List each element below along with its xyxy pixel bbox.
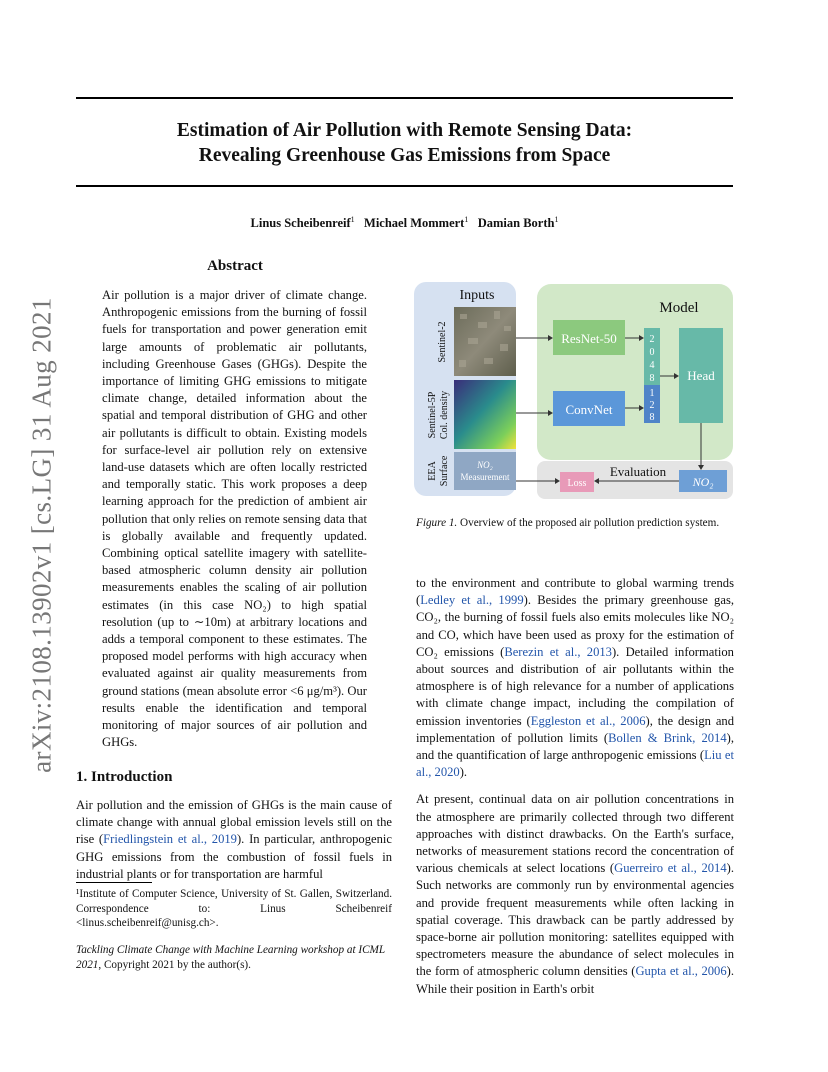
footnote — [76, 887, 392, 931]
title-top-rule — [76, 97, 733, 99]
text-run: ). Such networks are commonly run by environmental agencies and provide frequent measurements while often lacking in spatial coverage. This drawback can be partly addressed by space-borne air pollution monitoring: satellites equipped with spectrometers measure the abundance of select molecules in the form of atmospheric column densities ( — [416, 861, 734, 979]
section-heading-introduction: 1. Introduction — [76, 769, 173, 785]
feature-digit: 2 — [649, 400, 655, 411]
convnet-label: ConvNet — [565, 402, 613, 417]
abstract-heading: Abstract — [207, 258, 263, 274]
citation-link[interactable]: Ledley et al., 1999 — [420, 593, 524, 608]
feature-digit: 8 — [649, 373, 655, 384]
eea-label-1: EEA — [427, 461, 438, 481]
sentinel2-label: Sentinel-2 — [437, 321, 448, 363]
arxiv-stamp-text: arXiv:2108.13902v1 [cs.LG] 31 Aug 2021 — [26, 297, 57, 773]
caption-text: Overview of the proposed air pollution prediction system. — [457, 517, 720, 529]
no2-output-label: NO₂ — [692, 475, 714, 489]
head-label: Head — [687, 368, 715, 383]
sentinel5p-label-1: Sentinel-5P — [427, 391, 438, 439]
title-bottom-rule — [76, 185, 733, 187]
text-run: ), the design and implementation of pollution limits ( — [416, 713, 734, 745]
figure-diagram — [412, 280, 734, 505]
sentinel5p-image — [454, 380, 516, 449]
author-affiliation: 1 — [554, 215, 559, 224]
text-run: ). Besides the primary greenhouse gas, CO₂, the burning of fossil fuels also emits molecules like NO₂ and CO, which have been used as proxy for the estimation of CO₂ emissions ( — [416, 593, 734, 659]
footnote-text: ¹Institute of Computer Science, University of St. Gallen, Switzerland. Correspondence to: Linus Scheibenreif <linus.scheibenreif@unisg.ch>. — [76, 888, 392, 929]
introduction-paragraph — [76, 797, 392, 883]
paper-title — [76, 118, 733, 168]
model-label: Model — [659, 300, 699, 316]
text-run: ). — [459, 765, 468, 780]
citation-link[interactable]: Berezin et al., 2013 — [504, 644, 612, 659]
text-run: Air pollution and the emission of GHGs is the main cause of climate change with annual global emission levels still on the rise ( — [76, 798, 392, 847]
author-name: Michael Mommert — [364, 216, 465, 231]
citation-link[interactable]: Guerreiro et al., 2014 — [614, 861, 727, 876]
feature-digit: 1 — [649, 388, 655, 399]
citation-link[interactable]: Friedlingstein et al., 2019 — [103, 832, 237, 847]
workshop-rest: , Copyright 2021 by the author(s). — [98, 958, 251, 971]
citation-link[interactable]: Eggleston et al., 2006 — [530, 713, 646, 728]
title-line-1: Estimation of Air Pollution with Remote Sensing Data: — [176, 120, 633, 141]
text-run: At present, continual data on air pollution concentrations in the atmosphere are primarily collected through two different approaches with distinct drawbacks. On the Earth's surface, networks of measurement stations record the concentration of various chemicals at select locations ( — [416, 792, 734, 876]
citation-link[interactable]: Liu et al., 2020 — [416, 748, 734, 780]
eea-label-2: Surface — [439, 455, 450, 487]
footnote-rule — [76, 882, 152, 883]
citation-link[interactable]: Gupta et al., 2006 — [635, 964, 727, 979]
author-name: Damian Borth — [477, 216, 555, 231]
author-name: Linus Scheibenreif — [250, 216, 351, 231]
text-run: ), and the quantification of large anthropogenic emissions ( — [416, 730, 734, 763]
figure-1 — [412, 280, 734, 505]
sentinel5p-label-2: Col. density — [439, 390, 450, 440]
right-paragraph-2 — [416, 791, 734, 997]
resnet-label: ResNet-50 — [561, 331, 617, 346]
inputs-label: Inputs — [459, 288, 495, 303]
figure-caption — [416, 517, 736, 529]
no2-measurement-label-1: NO₂ — [477, 460, 493, 470]
no2-measurement-box — [454, 452, 516, 490]
citation-link[interactable]: Bollen & Brink, 2014 — [608, 730, 727, 745]
evaluation-label: Evaluation — [609, 464, 667, 479]
text-run: ). Detailed information about sources and distribution of air pollutants within the atmosphere is of high relevance for a number of applications with climate change impact, including the compilation of emission inventories ( — [416, 644, 734, 728]
author-affiliation: 1 — [464, 215, 469, 224]
right-paragraph-1 — [416, 575, 734, 781]
feature-digit: 4 — [649, 360, 655, 371]
feature-digit: 8 — [649, 412, 655, 423]
author-affiliation: 1 — [350, 215, 355, 224]
text-run: ). While their position in Earth's orbit — [416, 964, 734, 996]
title-line-2: Revealing Greenhouse Gas Emissions from Space — [198, 145, 611, 166]
text-run: to the environment and contribute to global warming trends ( — [416, 576, 734, 608]
abstract-text: Air pollution is a major driver of climate change. Anthropogenic emissions from the burning of fossil fuels for transportation and power generation emit large amounts of problematic air pollutants, including Greenhouse Gases (GHGs). Despite the importance of limiting GHG emissions to mitigate climate change, detailed information about the spatial and temporal distribution of GHG and other air pollutants is difficult to obtain. Existing models for surface-level air pollution rely on extensive land-use datasets which are often locally restricted and temporally static. This work proposes a deep learning approach for the prediction of ambient air pollution that only relies on remote sensing data that is globally available and frequently updated. Combining optical satellite imagery with satellite-based atmospheric column density air pollution measurements enables the scaling of air pollution estimates (in this case NO₂) to high spatial resolution (up to ∼10m) at arbitrary locations and adds a temporal component to these estimates. The proposed model performs with high accuracy when evaluated against air quality measurements from ground stations (mean absolute error <6 μg/m³). Our results enable the identification and temporal monitoring of major sources of air pollution and GHGs. — [102, 288, 367, 750]
workshop-italic: Tackling Climate Change with Machine Learning workshop at ICML 2021 — [76, 944, 385, 971]
workshop-note — [76, 943, 392, 972]
arxiv-stamp — [22, 297, 62, 773]
caption-label: Figure 1. — [416, 517, 458, 529]
loss-label: Loss — [567, 478, 587, 489]
right-column — [416, 575, 734, 1008]
author-list — [76, 215, 733, 231]
no2-measurement-label-2: Measurement — [460, 472, 510, 482]
feature-digit: 0 — [649, 347, 655, 358]
feature-digit: 2 — [649, 334, 655, 345]
text-run: ). In particular, anthropogenic GHG emissions from the combustion of fossil fuels in industrial plants or for transportation are harmful — [76, 832, 392, 881]
